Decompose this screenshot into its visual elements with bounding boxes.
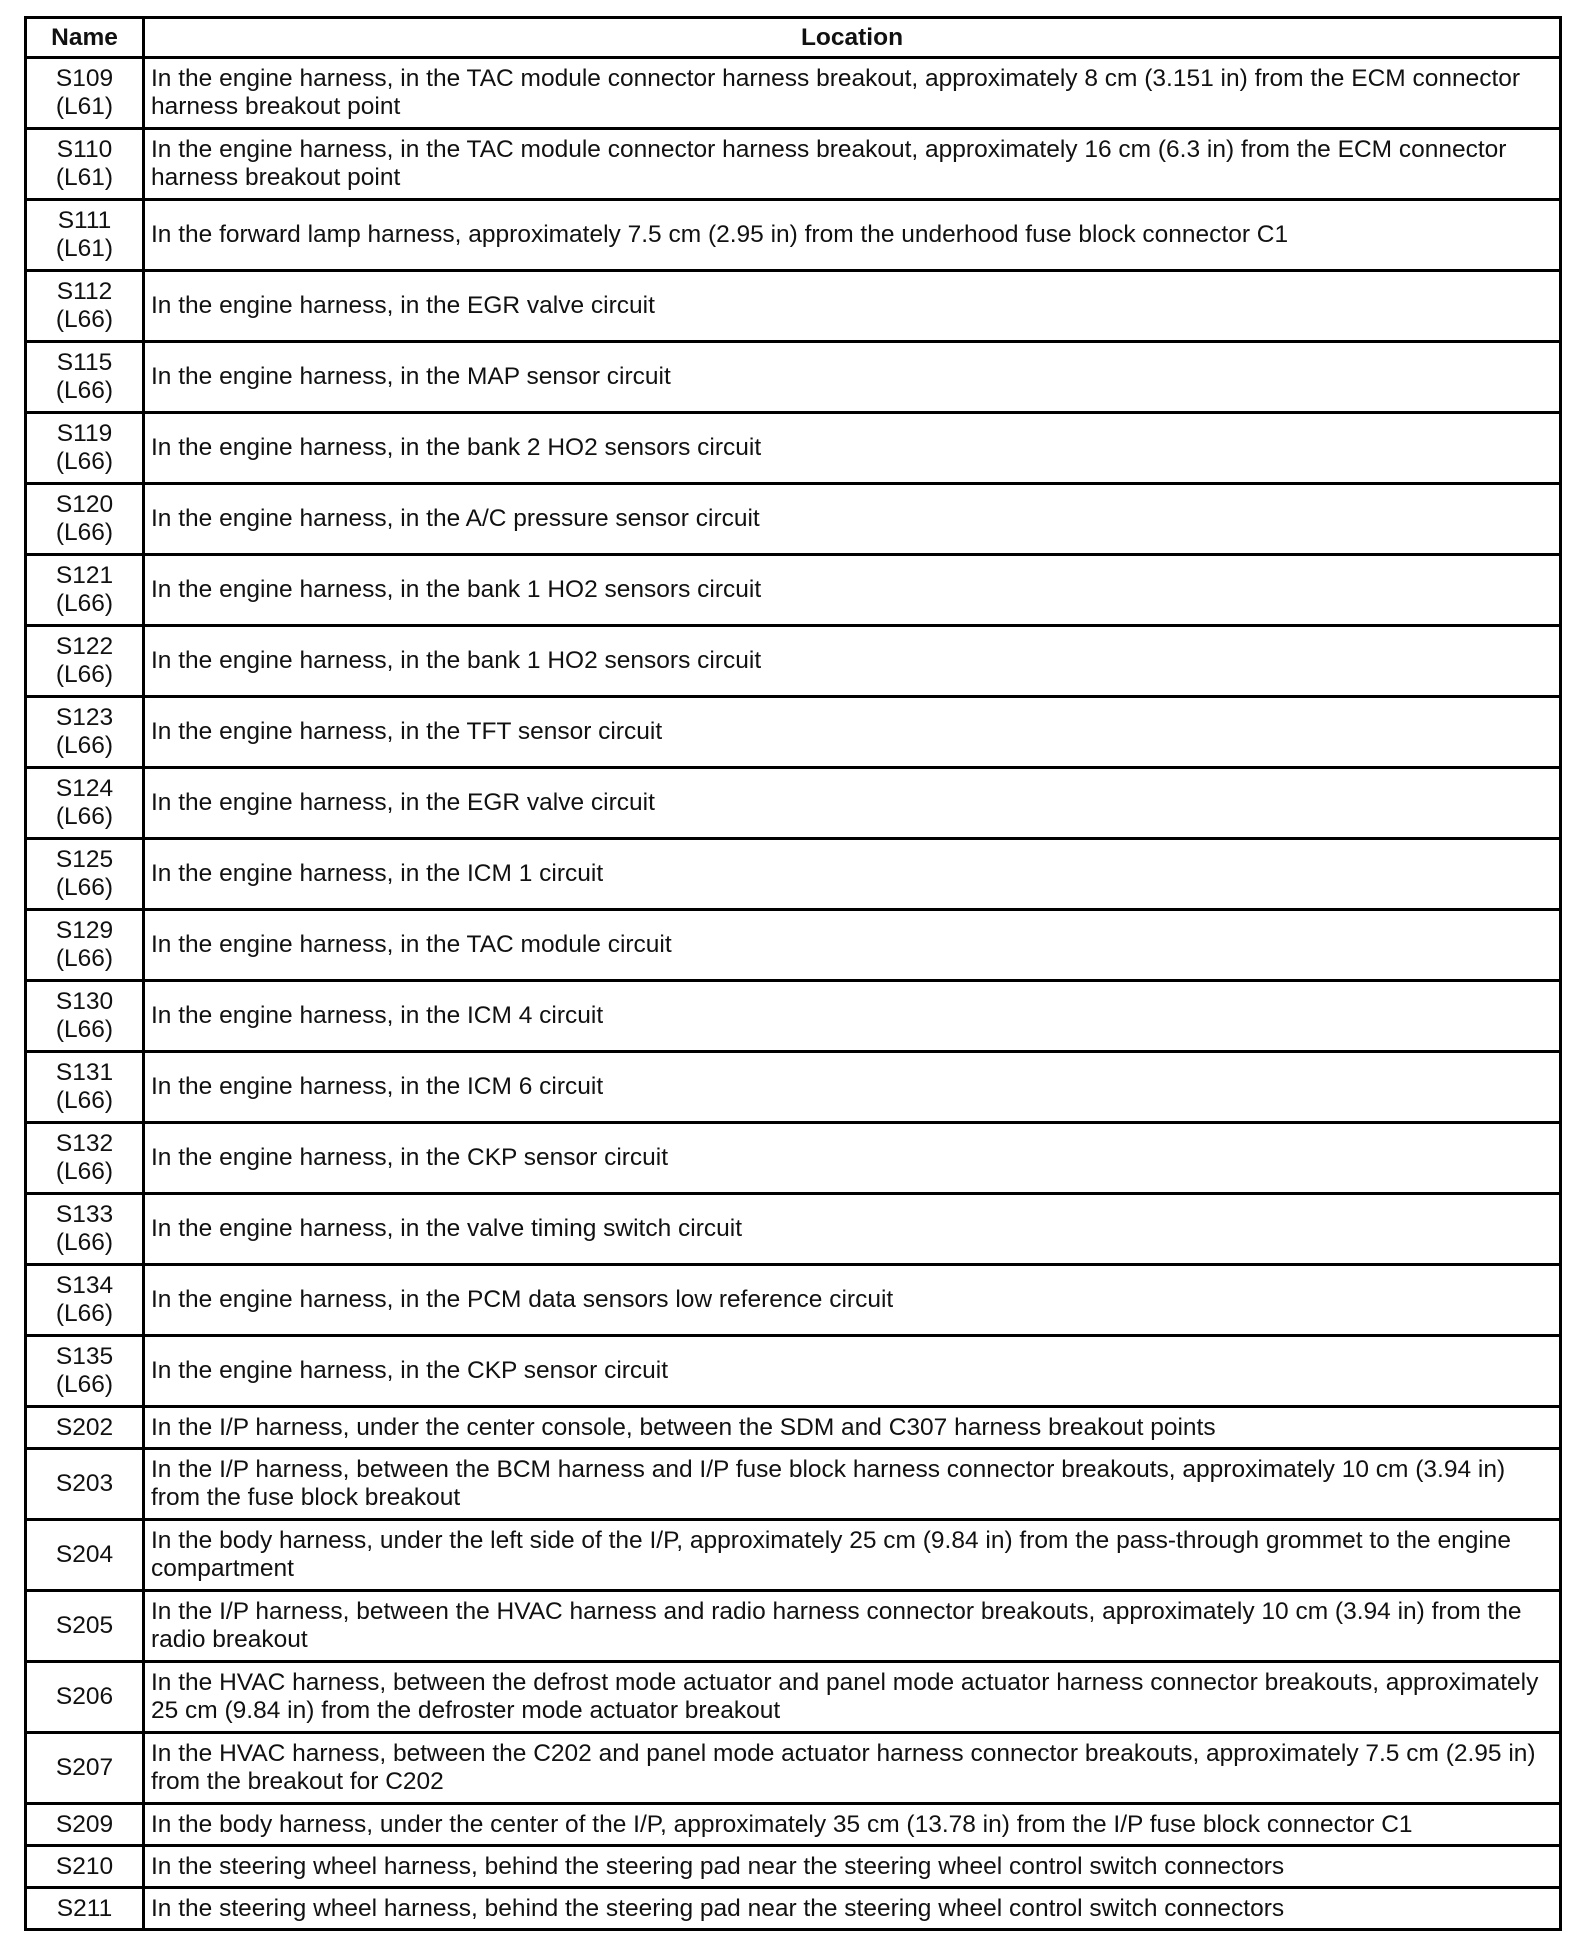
splice-location: In the engine harness, in the A/C pressure sensor circuit	[144, 484, 1561, 555]
splice-location: In the body harness, under the center of the I/P, approximately 35 cm (13.78 in) from the I/P fuse block connector C1	[144, 1804, 1561, 1846]
table-row	[26, 1052, 1561, 1123]
splice-name: S210	[26, 1846, 144, 1888]
splice-location: In the engine harness, in the ICM 4 circuit	[144, 981, 1561, 1052]
splice-location: In the engine harness, in the EGR valve circuit	[144, 271, 1561, 342]
table-row	[26, 1846, 1561, 1888]
splice-location: In the engine harness, in the bank 1 HO2 sensors circuit	[144, 555, 1561, 626]
table-row	[26, 271, 1561, 342]
splice-location: In the engine harness, in the MAP sensor circuit	[144, 342, 1561, 413]
splice-location: In the engine harness, in the TAC module connector harness breakout, approximately 8 cm (3.151 in) from the ECM connector harness breakout point	[144, 58, 1561, 129]
splice-location: In the engine harness, in the PCM data sensors low reference circuit	[144, 1265, 1561, 1336]
table-row	[26, 1520, 1561, 1591]
splice-name: S211	[26, 1888, 144, 1930]
splice-name: S124 (L66)	[26, 768, 144, 839]
splice-location: In the I/P harness, between the HVAC harness and radio harness connector breakouts, approximately 10 cm (3.94 in) from the radio breakout	[144, 1591, 1561, 1662]
splice-location: In the I/P harness, under the center console, between the SDM and C307 harness breakout points	[144, 1407, 1561, 1449]
splice-location: In the engine harness, in the bank 2 HO2 sensors circuit	[144, 413, 1561, 484]
splice-location: In the engine harness, in the TAC module circuit	[144, 910, 1561, 981]
splice-name: S203	[26, 1449, 144, 1520]
splice-location: In the forward lamp harness, approximately 7.5 cm (2.95 in) from the underhood fuse block connector C1	[144, 200, 1561, 271]
table-row	[26, 1888, 1561, 1930]
splice-location: In the engine harness, in the ICM 1 circuit	[144, 839, 1561, 910]
splice-location: In the engine harness, in the TAC module connector harness breakout, approximately 16 cm (6.3 in) from the ECM connector harness breakout point	[144, 129, 1561, 200]
splice-location: In the HVAC harness, between the C202 and panel mode actuator harness connector breakouts, approximately 7.5 cm (2.95 in) from the breakout for C202	[144, 1733, 1561, 1804]
table-row	[26, 981, 1561, 1052]
splice-name: S115 (L66)	[26, 342, 144, 413]
splice-location: In the engine harness, in the ICM 6 circuit	[144, 1052, 1561, 1123]
splice-location: In the engine harness, in the CKP sensor circuit	[144, 1123, 1561, 1194]
table-row	[26, 1336, 1561, 1407]
splice-name: S131 (L66)	[26, 1052, 144, 1123]
splice-location: In the steering wheel harness, behind the steering pad near the steering wheel control switch connectors	[144, 1888, 1561, 1930]
table-row	[26, 1449, 1561, 1520]
splice-name: S129 (L66)	[26, 910, 144, 981]
table-row	[26, 484, 1561, 555]
splice-name: S110 (L61)	[26, 129, 144, 200]
table-row	[26, 1123, 1561, 1194]
header-row	[26, 18, 1561, 58]
splice-location: In the HVAC harness, between the defrost mode actuator and panel mode actuator harness connector breakouts, approximately 25 cm (9.84 in) from the defroster mode actuator breakout	[144, 1662, 1561, 1733]
splice-name: S123 (L66)	[26, 697, 144, 768]
splice-location: In the engine harness, in the bank 1 HO2 sensors circuit	[144, 626, 1561, 697]
splice-name: S122 (L66)	[26, 626, 144, 697]
splice-location-table	[24, 16, 1562, 1931]
splice-name: S130 (L66)	[26, 981, 144, 1052]
table-row	[26, 768, 1561, 839]
table-row	[26, 555, 1561, 626]
splice-name: S121 (L66)	[26, 555, 144, 626]
table-row	[26, 1662, 1561, 1733]
table-row	[26, 910, 1561, 981]
splice-name: S206	[26, 1662, 144, 1733]
table-row	[26, 1591, 1561, 1662]
splice-location: In the engine harness, in the valve timing switch circuit	[144, 1194, 1561, 1265]
splice-name: S205	[26, 1591, 144, 1662]
table-row	[26, 58, 1561, 129]
splice-location: In the engine harness, in the TFT sensor circuit	[144, 697, 1561, 768]
table-row	[26, 1265, 1561, 1336]
splice-location: In the steering wheel harness, behind the steering pad near the steering wheel control switch connectors	[144, 1846, 1561, 1888]
splice-location: In the engine harness, in the CKP sensor circuit	[144, 1336, 1561, 1407]
table-row	[26, 342, 1561, 413]
splice-name: S207	[26, 1733, 144, 1804]
splice-name: S133 (L66)	[26, 1194, 144, 1265]
table-row	[26, 839, 1561, 910]
table-row	[26, 129, 1561, 200]
splice-name: S119 (L66)	[26, 413, 144, 484]
table-row	[26, 1733, 1561, 1804]
splice-name: S132 (L66)	[26, 1123, 144, 1194]
table-row	[26, 413, 1561, 484]
splice-name: S111 (L61)	[26, 200, 144, 271]
location-column-header: Location	[144, 18, 1561, 58]
name-column-header: Name	[26, 18, 144, 58]
splice-name: S204	[26, 1520, 144, 1591]
table-row	[26, 1804, 1561, 1846]
splice-name: S125 (L66)	[26, 839, 144, 910]
splice-location: In the engine harness, in the EGR valve circuit	[144, 768, 1561, 839]
table-row	[26, 1407, 1561, 1449]
splice-name: S112 (L66)	[26, 271, 144, 342]
splice-name: S135 (L66)	[26, 1336, 144, 1407]
table-row	[26, 626, 1561, 697]
splice-name: S134 (L66)	[26, 1265, 144, 1336]
table-row	[26, 1194, 1561, 1265]
splice-name: S209	[26, 1804, 144, 1846]
splice-name: S202	[26, 1407, 144, 1449]
splice-name: S120 (L66)	[26, 484, 144, 555]
table-row	[26, 200, 1561, 271]
splice-location: In the I/P harness, between the BCM harness and I/P fuse block harness connector breakouts, approximately 10 cm (3.94 in) from the fuse block breakout	[144, 1449, 1561, 1520]
splice-name: S109 (L61)	[26, 58, 144, 129]
splice-location: In the body harness, under the left side of the I/P, approximately 25 cm (9.84 in) from the pass-through grommet to the engine compartment	[144, 1520, 1561, 1591]
table-row	[26, 697, 1561, 768]
